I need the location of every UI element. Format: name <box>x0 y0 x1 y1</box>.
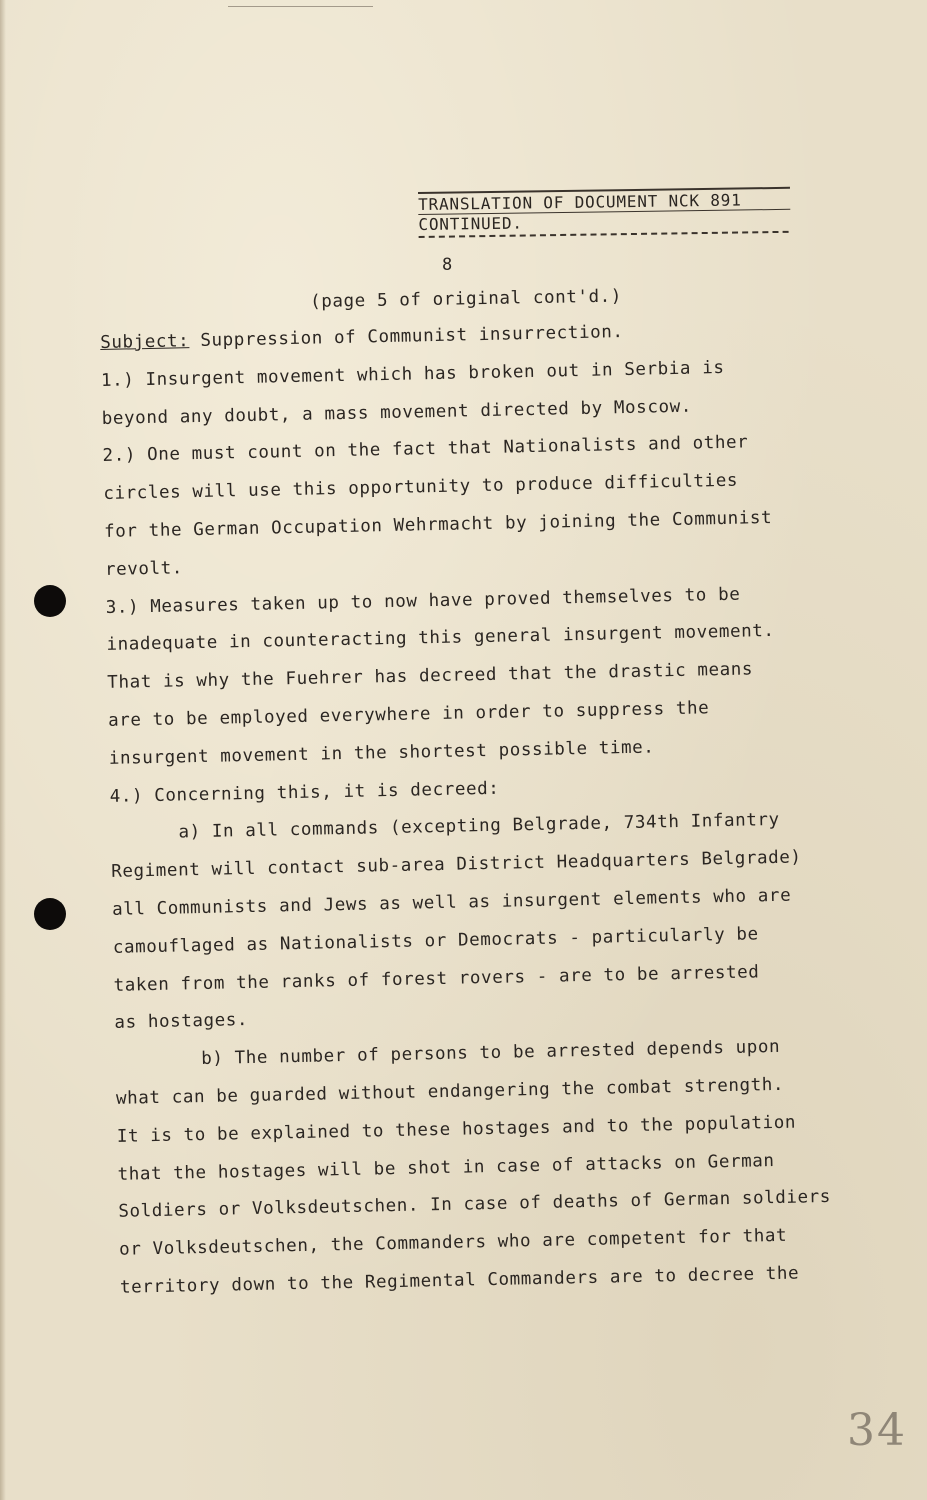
body-line: territory down to the Regimental Commanders are to decree the <box>119 1263 800 1298</box>
header-title: TRANSLATION OF DOCUMENT NCK 891 <box>418 187 790 215</box>
body-line: insurgent movement in the shortest possible time. <box>108 737 655 769</box>
body-line: 2.) One must count on the fact that Nationalists and other <box>102 432 749 467</box>
body-line: or Volksdeutschen, the Commanders who are competent for that <box>118 1225 788 1260</box>
handwritten-page-mark: 34 <box>847 1405 907 1456</box>
body-line: circles will use this opportunity to produce difficulties <box>103 470 739 505</box>
document-header <box>418 187 791 238</box>
subject-label: Subject: <box>100 331 190 353</box>
body-line: inadequate in counteracting this general insurgent movement. <box>106 621 775 656</box>
body-line: are to be employed everywhere in order to suppress the <box>107 698 710 731</box>
paper-edge-shadow <box>0 0 6 1500</box>
body-line: taken from the ranks of forest rovers - are to be arrested <box>113 961 760 996</box>
body-line: revolt. <box>104 558 184 580</box>
subject-text: Suppression of Communist insurrection. <box>200 322 624 351</box>
body-line: Soldiers or Volksdeutschen. In case of deaths of German soldiers <box>118 1187 832 1223</box>
body-line: a) In all commands (excepting Belgrade, 734th Infantry <box>178 810 780 843</box>
body-line: 3.) Measures taken up to now have proved themselves to be <box>105 584 741 618</box>
punch-hole <box>34 898 66 930</box>
body-line: what can be guarded without endangering the combat strength. <box>115 1074 785 1109</box>
body-line: That is why the Fuehrer has decreed that the drastic means <box>107 659 754 694</box>
body-line: b) The number of persons to be arrested depends upon <box>201 1037 781 1070</box>
body-line: all Communists and Jews as well as insurgent elements who are <box>111 885 792 920</box>
body-line: It is to be explained to these hostages and to the population <box>116 1112 797 1147</box>
body-line: 4.) Concerning this, it is decreed: <box>109 778 500 807</box>
body-line: beyond any doubt, a mass movement directed by Moscow. <box>101 396 693 429</box>
document-body <box>100 317 880 1315</box>
body-line: as hostages. <box>114 1010 249 1034</box>
body-line: camouflaged as Nationalists or Democrats - particularly be <box>112 924 759 958</box>
body-line: for the German Occupation Wehrmacht by joining the Communist <box>103 507 773 542</box>
page-number: 8 <box>442 255 453 275</box>
body-line: 1.) Insurgent movement which has broken out in Serbia is <box>100 357 725 391</box>
punch-hole <box>34 585 66 617</box>
header-continued: CONTINUED. <box>418 210 788 238</box>
page-continuation-note: (page 5 of original cont'd.) <box>310 286 623 312</box>
body-line: Regiment will contact sub-area District Headquarters Belgrade) <box>111 847 802 883</box>
top-scratch-mark <box>228 6 373 10</box>
body-line: that the hostages will be shot in case of attacks on German <box>117 1150 775 1185</box>
